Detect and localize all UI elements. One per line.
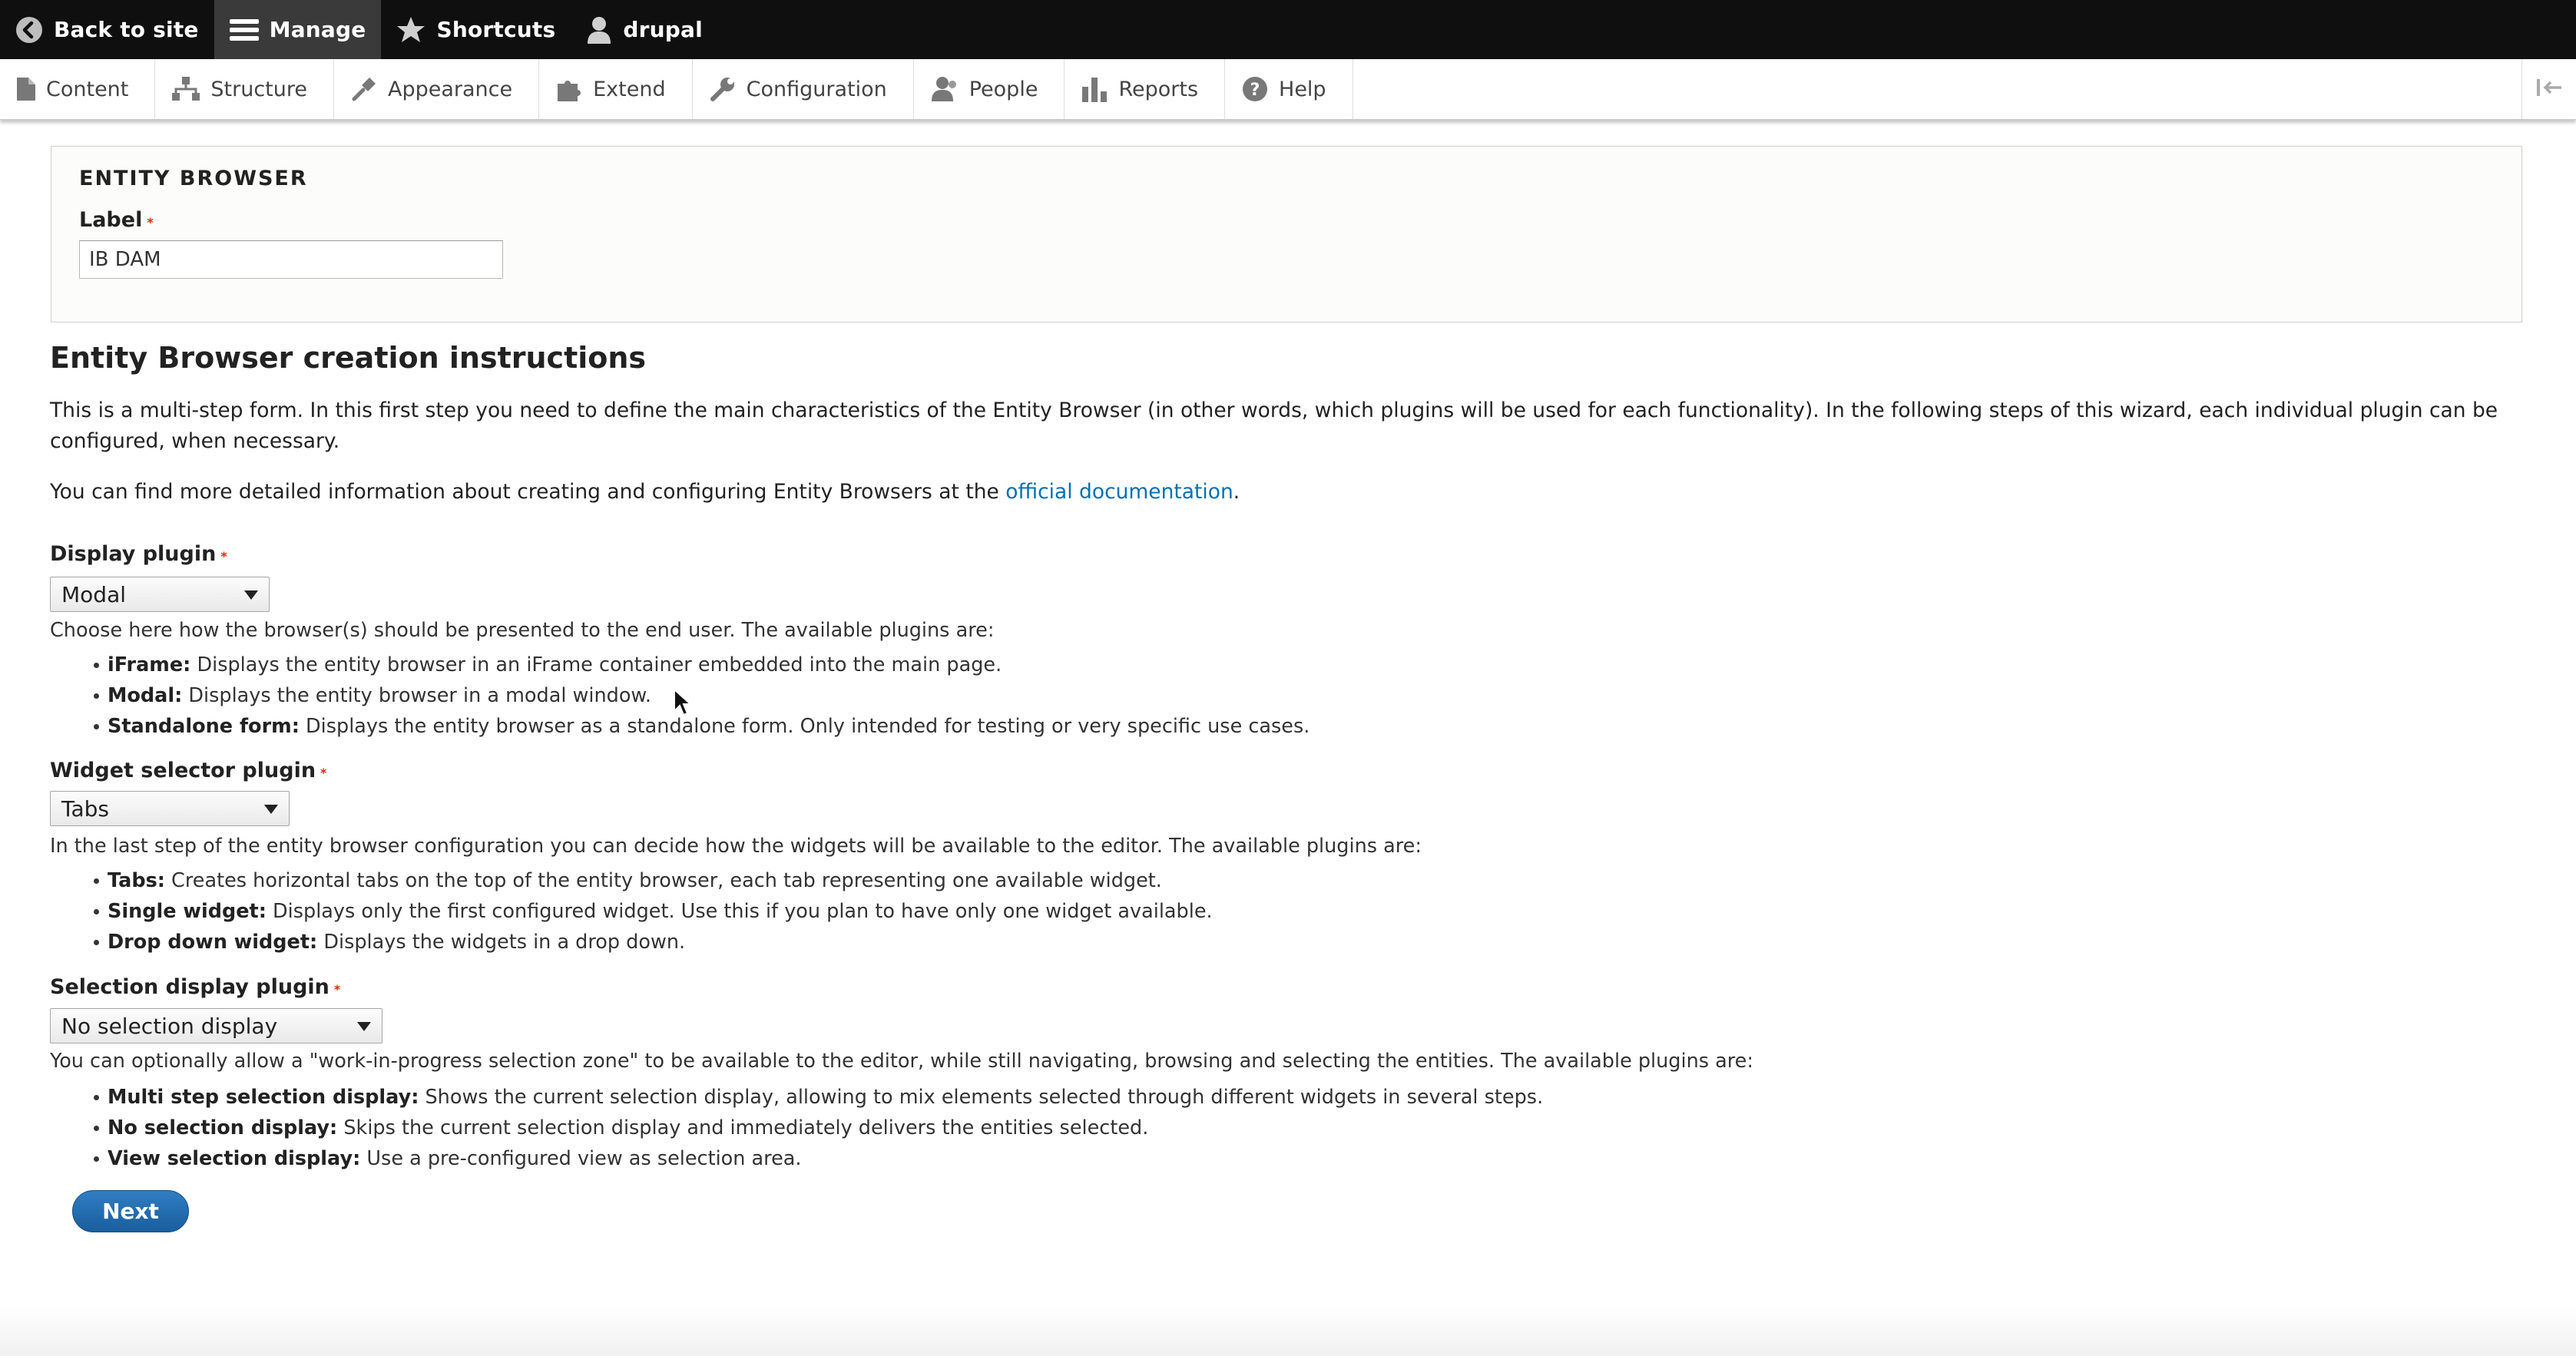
dropdown-arrow-icon — [244, 590, 258, 600]
widget-selector-label: Widget selector plugin — [50, 759, 316, 782]
display-plugin-options — [108, 650, 1310, 742]
tray-item-configuration[interactable] — [693, 59, 914, 119]
documentation-paragraph — [50, 477, 2531, 508]
selection-display-label: Selection display plugin — [50, 975, 329, 999]
tray-item-structure[interactable] — [155, 59, 334, 119]
display-plugin-description: Choose here how the browser(s) should be presented to the end user. The available plugins are: — [50, 619, 995, 642]
structure-icon — [172, 77, 200, 101]
shortcuts-label: Shortcuts — [436, 17, 556, 42]
tray-item-extend[interactable] — [539, 59, 693, 119]
tray-item-content[interactable] — [0, 59, 155, 119]
option-text: Displays the entity browser as a standalone form. Only intended for testing or very specific use cases. — [299, 715, 1310, 738]
instructions-heading: Entity Browser creation instructions — [50, 341, 647, 375]
official-documentation-link[interactable]: official documentation — [1005, 480, 1233, 504]
back-to-site-link[interactable] — [0, 0, 214, 59]
dropdown-arrow-icon — [357, 1022, 371, 1031]
option-text: Displays the widgets in a drop down. — [317, 931, 686, 954]
option-text: Shows the current selection display, allowing to mix elements selected through different widgets in several steps. — [419, 1086, 1544, 1109]
list-item — [108, 1082, 1543, 1113]
list-item — [108, 1143, 1543, 1174]
option-name: View selection display: — [108, 1147, 361, 1170]
hamburger-icon — [230, 18, 259, 42]
next-button[interactable]: Next — [72, 1190, 189, 1232]
option-text: Displays only the first configured widget. Use this if you plan to have only one widget available. — [266, 900, 1213, 923]
option-text: Skips the current selection display and immediately delivers the entities selected. — [337, 1116, 1149, 1139]
user-label: drupal — [623, 17, 703, 42]
tray-item-label: Content — [46, 77, 129, 101]
widget-selector-title — [50, 759, 326, 782]
label-input[interactable] — [79, 240, 503, 279]
display-plugin-select[interactable] — [50, 577, 270, 612]
list-item — [108, 711, 1310, 742]
entity-browser-fieldset — [51, 146, 2522, 322]
required-marker: * — [320, 766, 327, 780]
selection-display-selected: No selection display — [61, 1013, 278, 1039]
selection-display-title — [50, 975, 340, 999]
tray-item-label: Help — [1279, 77, 1326, 101]
list-item — [108, 1113, 1543, 1143]
tray-item-people[interactable] — [914, 59, 1065, 119]
required-marker: * — [333, 982, 341, 997]
manage-tab[interactable] — [214, 0, 382, 59]
option-name: Single widget: — [108, 900, 267, 923]
display-plugin-selected: Modal — [61, 581, 126, 607]
option-text: Displays the entity browser in a modal window. — [182, 684, 652, 707]
svg-text:?: ? — [1250, 81, 1260, 100]
back-arrow-icon — [15, 16, 43, 44]
fieldset-legend: ENTITY BROWSER — [79, 167, 308, 190]
list-item — [108, 896, 1213, 927]
admin-tray — [0, 59, 2576, 120]
label-field-label: Label — [79, 208, 143, 232]
tray-item-label: Extend — [593, 77, 666, 101]
option-name: Drop down widget: — [108, 931, 318, 954]
collapse-arrow-icon — [2535, 78, 2563, 101]
list-item — [108, 650, 1310, 680]
page-bottom-edge — [0, 1305, 2576, 1356]
wrench-icon — [710, 76, 736, 102]
user-icon — [586, 15, 612, 45]
puzzle-icon — [556, 76, 582, 102]
list-item — [108, 680, 1310, 711]
tray-item-reports[interactable] — [1065, 59, 1225, 119]
tray-item-label: Appearance — [388, 77, 513, 101]
selection-display-description: You can optionally allow a "work-in-progress selection zone" to be available to the editor, while still navigating, browsing and selecting the entities. The available plugins are: — [50, 1050, 1753, 1073]
option-name: Modal: — [108, 684, 183, 707]
tray-item-help[interactable] — [1225, 59, 1353, 119]
star-icon — [396, 16, 425, 44]
bar-chart-icon — [1081, 76, 1108, 102]
widget-selector-description: In the last step of the entity browser configuration you can decide how the widgets will be available to the editor. The available plugins are: — [50, 835, 1422, 858]
list-item — [108, 865, 1213, 896]
manage-label: Manage — [269, 17, 366, 42]
selection-display-options — [108, 1082, 1543, 1174]
documentation-period: . — [1233, 480, 1240, 504]
widget-selector-options — [108, 865, 1213, 957]
document-icon — [17, 78, 35, 101]
paintbrush-icon — [351, 76, 377, 102]
display-plugin-label: Display plugin — [50, 542, 217, 566]
display-plugin-title — [50, 542, 227, 566]
list-item — [108, 927, 1213, 957]
option-name: Standalone form: — [108, 715, 300, 738]
tray-item-label: Configuration — [746, 77, 887, 101]
admin-toolbar — [0, 0, 2576, 59]
option-name: iFrame: — [108, 653, 191, 676]
required-marker: * — [147, 215, 154, 230]
people-icon — [931, 76, 959, 102]
tray-item-appearance[interactable] — [334, 59, 539, 119]
option-name: Tabs: — [108, 869, 165, 892]
dropdown-arrow-icon — [264, 805, 278, 814]
back-to-site-label: Back to site — [54, 17, 199, 42]
option-text: Use a pre-configured view as selection area. — [360, 1147, 802, 1170]
tray-item-label: People — [968, 77, 1038, 101]
documentation-text: You can find more detailed information about creating and configuring Entity Browsers at the — [50, 480, 1006, 504]
widget-selector-selected: Tabs — [61, 795, 109, 822]
option-name: No selection display: — [108, 1116, 338, 1139]
mouse-cursor-icon — [673, 688, 693, 720]
tray-item-label: Reports — [1118, 77, 1199, 101]
widget-selector-select[interactable] — [50, 791, 290, 826]
tray-item-label: Structure — [210, 77, 307, 101]
shortcuts-tab[interactable] — [381, 0, 571, 59]
required-marker: * — [220, 549, 227, 564]
option-text: Creates horizontal tabs on the top of the entity browser, each tab representing one available widget. — [164, 869, 1162, 892]
label-field-title — [79, 208, 154, 232]
option-text: Displays the entity browser in an iFrame container embedded into the main page. — [190, 653, 1002, 676]
instructions-paragraph: This is a multi-step form. In this first step you need to define the main characteristics of the Entity Browser (in other words, which plugins will be used for each functionality). In the following steps of this wizard, each individual plugin can be configured, when necessary. — [50, 399, 2498, 453]
selection-display-select[interactable] — [50, 1008, 382, 1043]
user-tab[interactable] — [571, 0, 718, 59]
option-name: Multi step selection display: — [108, 1086, 419, 1109]
tray-orientation-toggle[interactable] — [2521, 59, 2576, 119]
help-icon — [1242, 76, 1268, 102]
